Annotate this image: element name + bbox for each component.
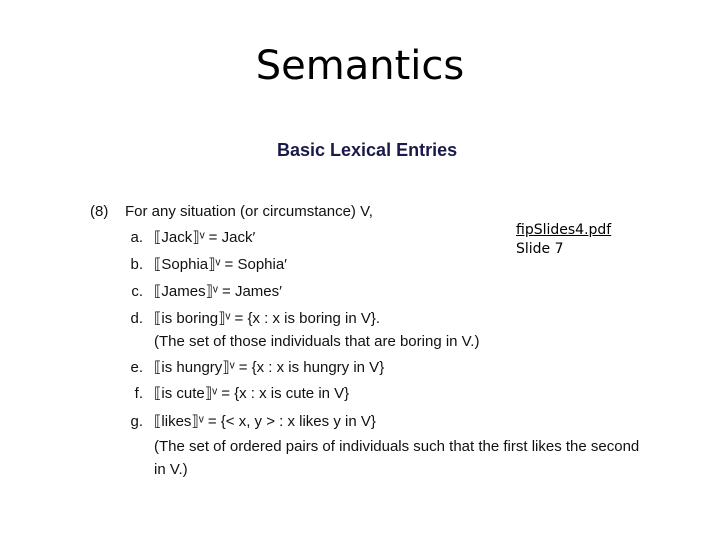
entry-is-cute: ⟦is cute⟧ᵛ = {x : x is cute in V} (154, 385, 350, 402)
entry-letter: b. (130, 256, 143, 273)
entry-letter: a. (130, 229, 143, 246)
entry-letter: g. (130, 413, 143, 430)
entry-likes: ⟦likes⟧ᵛ = {< x, y > : x likes y in V} (154, 413, 376, 430)
pdf-link[interactable]: fipSlides4.pdf (516, 222, 612, 238)
figure-heading: Basic Lexical Entries (277, 140, 458, 160)
entry-james: ⟦James⟧ᵛ = James′ (154, 283, 282, 300)
example-intro: For any situation (or circumstance) V, (125, 203, 373, 220)
entry-note-likes: (The set of ordered pairs of individuals such that the first likes the second in V.) (154, 438, 640, 478)
entry-letter: f. (134, 385, 143, 402)
entry-letter: d. (130, 310, 143, 327)
entry-jack: ⟦Jack⟧ᵛ = Jack′ (154, 229, 256, 246)
slide-title: Semantics (255, 43, 465, 89)
entry-note-boring: (The set of those individuals that are boring in V.) (154, 333, 480, 350)
entry-is-boring: ⟦is boring⟧ᵛ = {x : x is boring in V}. (154, 310, 381, 327)
source-reference (516, 221, 636, 259)
slide-reference: Slide 7 (516, 241, 564, 257)
example-number: (8) (90, 203, 109, 220)
entry-letter: c. (131, 283, 143, 300)
entry-is-hungry: ⟦is hungry⟧ᵛ = {x : x is hungry in V} (154, 359, 385, 376)
entry-letter: e. (130, 359, 143, 376)
entry-sophia: ⟦Sophia⟧ᵛ = Sophia′ (154, 256, 287, 273)
